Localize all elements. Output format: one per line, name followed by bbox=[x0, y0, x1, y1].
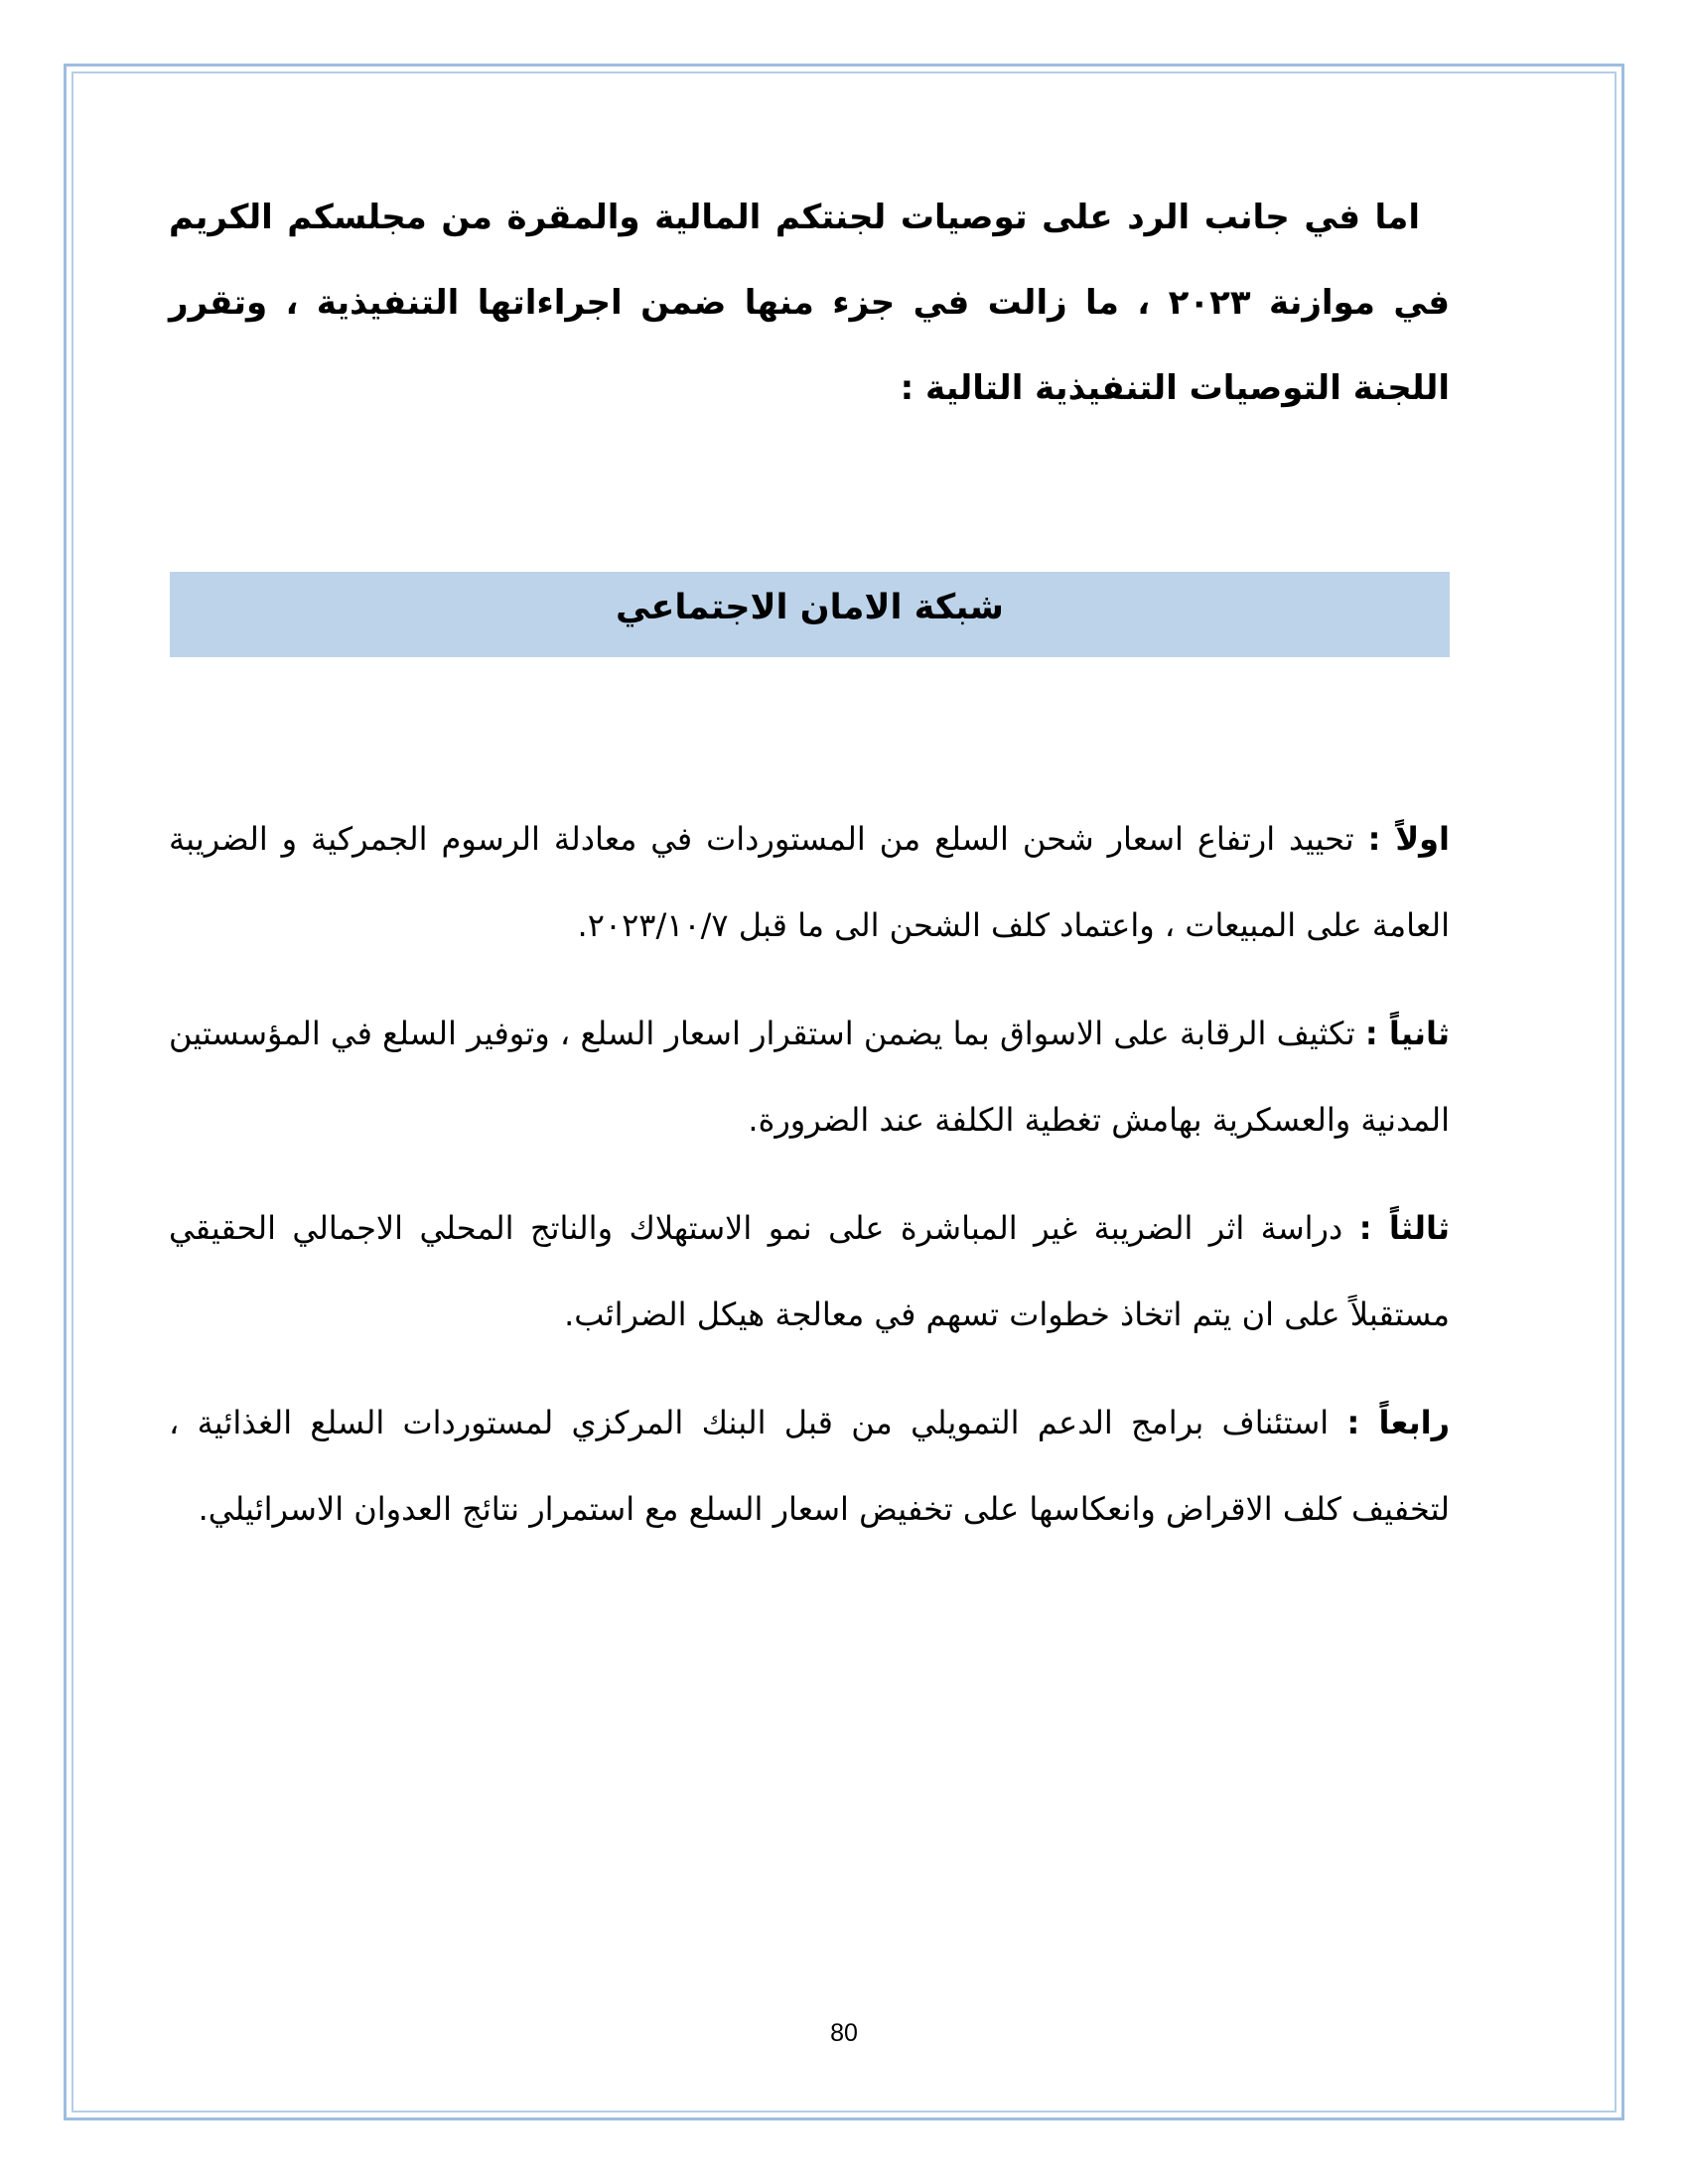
recommendation-label: اولاً : bbox=[1367, 820, 1451, 858]
recommendation-label: ثانياً : bbox=[1364, 1015, 1451, 1052]
intro-paragraph bbox=[169, 175, 1450, 431]
recommendation-item-3 bbox=[169, 1185, 1450, 1358]
page-number: 80 bbox=[830, 2019, 858, 2047]
recommendation-item-2 bbox=[169, 991, 1450, 1163]
recommendation-text: تحييد ارتفاع اسعار شحن السلع من المستوردات في معادلة الرسوم الجمركية و الضريبة العامة على المبيعات ، واعتماد كلف الشحن الى ما قبل ٢٠٢٣/١٠/٧. bbox=[169, 820, 1450, 944]
recommendation-text: دراسة اثر الضريبة غير المباشرة على نمو الاستهلاك والناتج المحلي الاجمالي الحقيقي مستقبلاً على ان يتم اتخاذ خطوات تسهم في معالجة هيكل الضرائب. bbox=[169, 1209, 1450, 1333]
recommendation-label: رابعاً : bbox=[1346, 1404, 1451, 1441]
recommendation-item-1 bbox=[169, 796, 1450, 969]
recommendation-item-4 bbox=[169, 1380, 1450, 1553]
section-banner bbox=[170, 572, 1450, 657]
recommendations-list bbox=[169, 796, 1450, 1574]
section-title: شبكة الامان الاجتماعي bbox=[616, 588, 1004, 627]
recommendation-text: تكثيف الرقابة على الاسواق بما يضمن استقرار اسعار السلع ، وتوفير السلع في المؤسستين المدنية والعسكرية بهامش تغطية الكلفة عند الضرورة. bbox=[169, 1015, 1450, 1139]
intro-text: اما في جانب الرد على توصيات لجنتكم المالية والمقرة من مجلسكم الكريم في موازنة ٢٠٢٣ ، ما زالت في جزء منها ضمن اجراءاتها التنفيذية ، وتقرر اللجنة التوصيات التنفيذية التالية : bbox=[169, 198, 1450, 408]
recommendation-label: ثالثاً : bbox=[1358, 1209, 1451, 1247]
recommendation-text: استئناف برامج الدعم التمويلي من قبل البنك المركزي لمستوردات السلع الغذائية ، لتخفيف كلف الاقراض وانعكاسها على تخفيض اسعار السلع مع استمرار نتائج العدوان الاسرائيلي. bbox=[169, 1404, 1450, 1528]
